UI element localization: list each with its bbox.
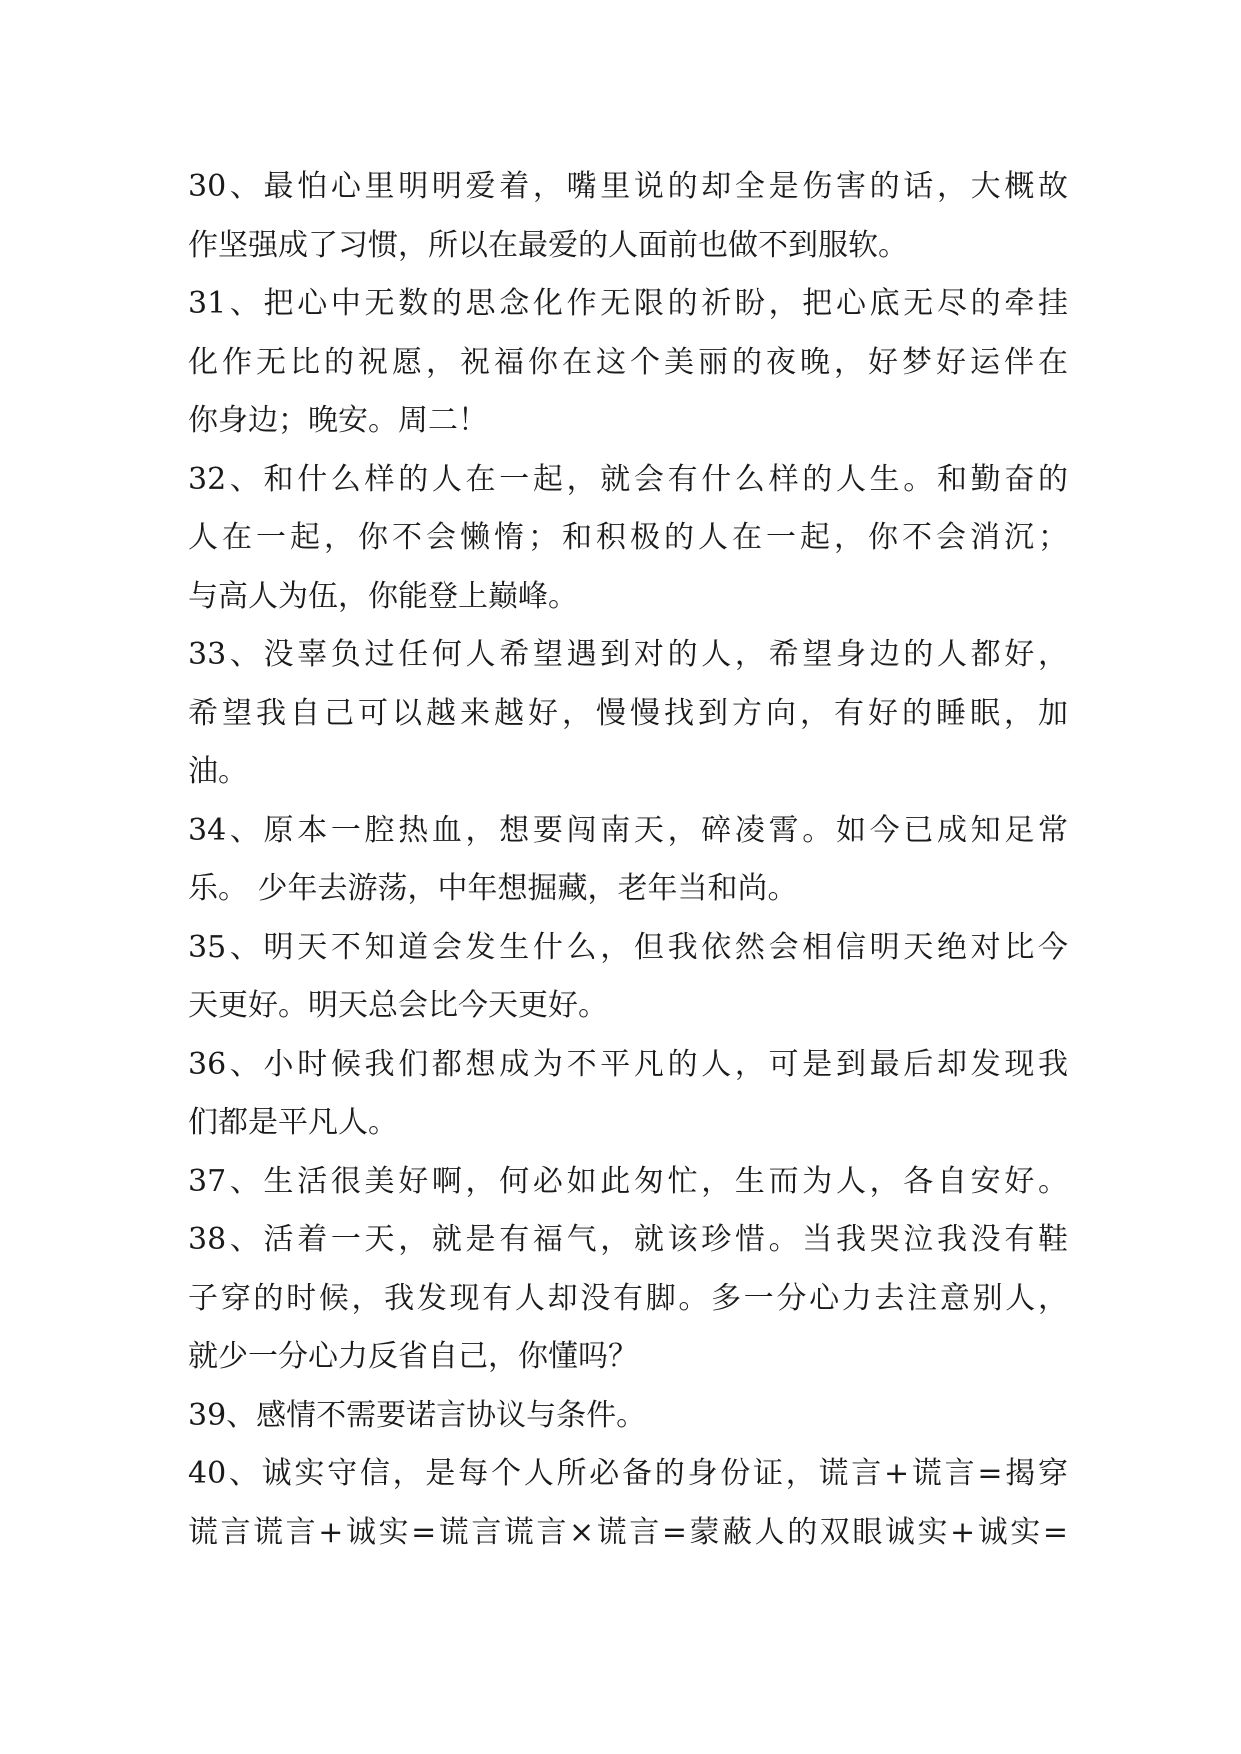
text-line: 39、感情不需要诺言协议与条件。 bbox=[188, 1397, 647, 1433]
text-line: 们都是平凡人。 bbox=[188, 1105, 398, 1140]
text-line: 乐。 少年去游荡，中年想掘藏，老年当和尚。 bbox=[188, 871, 798, 906]
text-line: 38、活着一天，就是有福气，就该珍惜。当我哭泣我没有鞋 bbox=[188, 1222, 1068, 1257]
text-line: 40、诚实守信，是每个人所必备的身份证，谎言+谎言=揭穿 bbox=[188, 1456, 1068, 1491]
text-line: 谎言谎言+诚实=谎言谎言×谎言=蒙蔽人的双眼诚实+诚实= bbox=[188, 1514, 1068, 1550]
text-line: 35、明天不知道会发生什么，但我依然会相信明天绝对比今 bbox=[188, 929, 1068, 965]
text-line: 作坚强成了习惯，所以在最爱的人面前也做不到服软。 bbox=[188, 227, 908, 263]
text-line: 人在一起，你不会懒惰；和积极的人在一起，你不会消沉； bbox=[188, 520, 1068, 555]
text-line: 36、小时候我们都想成为不平凡的人，可是到最后却发现我 bbox=[188, 1046, 1068, 1082]
text-line: 34、原本一腔热血，想要闯南天，碎凌霄。如今已成知足常 bbox=[188, 812, 1068, 848]
text-line: 希望我自己可以越来越好，慢慢找到方向，有好的睡眠，加 bbox=[188, 695, 1068, 731]
text-line: 与高人为伍，你能登上巅峰。 bbox=[188, 578, 578, 614]
text-line: 化作无比的祝愿，祝福你在这个美丽的夜晚，好梦好运伴在 bbox=[188, 344, 1068, 380]
text-line: 子穿的时候，我发现有人却没有脚。多一分心力去注意别人， bbox=[188, 1280, 1068, 1316]
document-body bbox=[188, 158, 1068, 1562]
text-line: 30、最怕心里明明爱着，嘴里说的却全是伤害的话，大概故 bbox=[188, 169, 1068, 204]
text-line: 32、和什么样的人在一起，就会有什么样的人生。和勤奋的 bbox=[188, 461, 1068, 497]
text-line: 你身边；晚安。周二！ bbox=[188, 403, 488, 438]
text-line: 37、生活很美好啊，何必如此匆忙，生而为人，各自安好。 bbox=[188, 1163, 1068, 1199]
text-line: 31、把心中无数的思念化作无限的祈盼，把心底无尽的牵挂 bbox=[188, 286, 1068, 321]
text-line: 就少一分心力反省自己，你懂吗？ bbox=[188, 1339, 638, 1374]
text-line: 天更好。明天总会比今天更好。 bbox=[188, 988, 608, 1023]
text-line: 33、没辜负过任何人希望遇到对的人，希望身边的人都好， bbox=[188, 637, 1068, 672]
text-line: 油。 bbox=[188, 754, 248, 789]
